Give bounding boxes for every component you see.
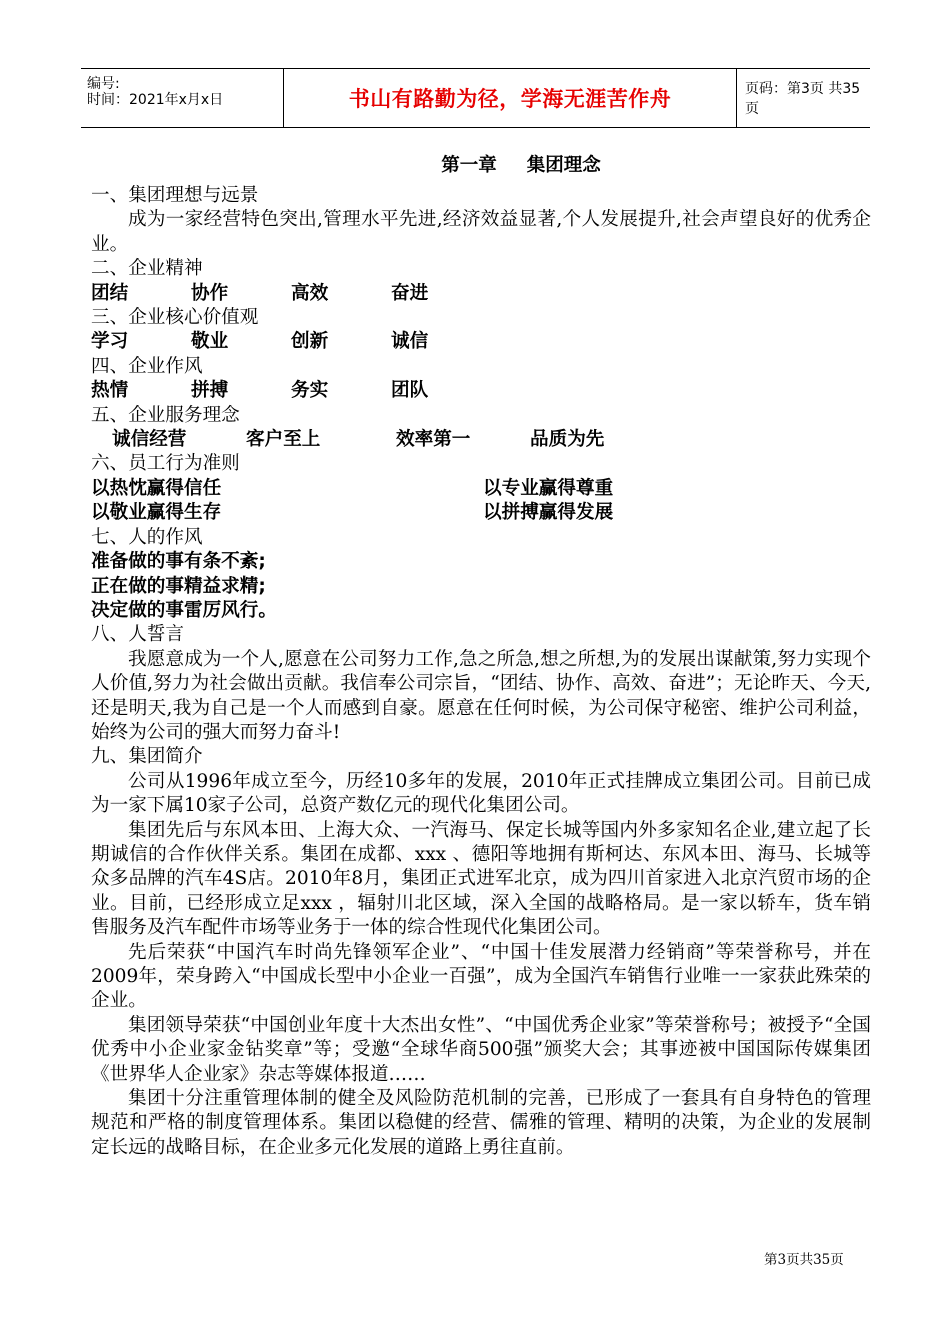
conduct-item: 以拼搏赢得发展 bbox=[483, 502, 614, 524]
document-body bbox=[91, 152, 871, 1160]
conduct-item: 以专业赢得尊重 bbox=[483, 477, 614, 499]
style-item: 务实 bbox=[291, 380, 329, 402]
spirit-item: 奋进 bbox=[391, 282, 429, 304]
header-page-label: 页码：第3页 共35页 bbox=[745, 81, 861, 117]
intro-paragraph: 集团十分注重管理体制的健全及风险防范机制的完善，已形成了一套具有自身特色的管理规范和严格的制度管理体系。集团以稳健的经营、儒雅的管理、精明的决策，为企业的发展制定长远的战略目标，在企业多元化发展的道路上勇往直前。 bbox=[91, 1088, 871, 1158]
work-style-item: 正在做的事精益求精; bbox=[91, 575, 266, 597]
number-label: 编号: bbox=[87, 76, 120, 92]
section-heading-4: 四、企业作风 bbox=[91, 355, 203, 377]
values-row bbox=[91, 330, 871, 354]
service-row bbox=[91, 428, 871, 452]
header-motto-cell bbox=[283, 69, 737, 127]
header-meta bbox=[81, 69, 283, 127]
value-item: 创新 bbox=[291, 331, 329, 353]
value-item: 学习 bbox=[91, 331, 129, 353]
section-heading-5: 五、企业服务理念 bbox=[91, 404, 240, 426]
date-label: 时间：2021年x月x日 bbox=[87, 92, 224, 108]
intro-paragraph: 公司从1996年成立至今，历经10多年的发展，2010年正式挂牌成立集团公司。目前已成为一家下属10家子公司，总资产数亿元的现代化集团公司。 bbox=[91, 770, 871, 817]
intro-paragraph: 先后荣获“中国汽车时尚先锋领军企业”、“中国十佳发展潜力经销商”等荣誉称号，并在2009年，荣身跨入“中国成长型中小企业一百强”，成为全国汽车销售行业唯一一家获此殊荣的企业。 bbox=[91, 941, 871, 1012]
section-heading-1: 一、集团理想与远景 bbox=[91, 185, 259, 206]
intro-paragraph: 集团先后与东风本田、上海大众、一汽海马、保定长城等国内外多家知名企业,建立起了长期诚信的合作伙伴关系。集团在成都、xxx 、德阳等地拥有斯柯达、东风本田、海马、长城等众多品牌的汽车4S店。2010年8月，集团正式进军北京，成为四川首家进入北京汽贸市场的企业。目前，已经形成立足xxx ，辐射川北区域，深入全国的战略格局。是一家以轿车，货车销售服务及汽车配件市场等业务于一体的综合性现代化集团公司。 bbox=[91, 819, 871, 939]
style-item: 热情 bbox=[91, 380, 129, 402]
service-item: 客户至上 bbox=[246, 429, 321, 451]
section-heading-2: 二、企业精神 bbox=[91, 258, 203, 280]
conduct-row-1 bbox=[91, 477, 871, 501]
value-item: 敬业 bbox=[191, 331, 229, 353]
section-heading-6: 六、员工行为准则 bbox=[91, 453, 240, 475]
conduct-item: 以敬业赢得生存 bbox=[91, 502, 222, 524]
intro-paragraph: 集团领导荣获“中国创业年度十大杰出女性”、“中国优秀企业家”等荣誉称号；被授予“全国优秀中小企业家金钻奖章”等；受邀“全球华商500强”颁奖大会；其事迹被中国国际传媒集团《世界华人企业家》杂志等媒体报道…… bbox=[91, 1014, 871, 1085]
service-item: 诚信经营 bbox=[112, 429, 187, 451]
page-footer: 第3页共35页 bbox=[764, 1252, 844, 1268]
chapter-name: 集团理念 bbox=[526, 155, 601, 176]
work-style-item: 决定做的事雷厉风行。 bbox=[91, 599, 277, 621]
page-header bbox=[81, 68, 870, 128]
header-motto: 书山有路勤为径，学海无涯苦作舟 bbox=[348, 87, 672, 111]
service-item: 品质为先 bbox=[530, 429, 605, 451]
vision-text: 成为一家经营特色突出,管理水平先进,经济效益显著,个人发展提升,社会声望良好的优秀企业。 bbox=[91, 209, 871, 255]
style-row bbox=[91, 379, 871, 403]
spirit-item: 协作 bbox=[191, 282, 229, 304]
value-item: 诚信 bbox=[391, 331, 429, 353]
work-style-item: 准备做的事有条不紊; bbox=[91, 551, 266, 573]
section-heading-7: 七、人的作风 bbox=[91, 526, 203, 548]
style-item: 团队 bbox=[391, 380, 429, 402]
style-item: 拼搏 bbox=[191, 380, 229, 402]
conduct-row-2 bbox=[91, 501, 871, 525]
spirit-row bbox=[91, 282, 871, 306]
section-heading-9: 九、集团简介 bbox=[91, 746, 203, 768]
spirit-item: 高效 bbox=[291, 282, 329, 304]
oath-text: 我愿意成为一个人,愿意在公司努力工作,急之所急,想之所想,为的发展出谋献策,努力实现个人价值,努力为社会做出贡献。我信奉公司宗旨，“团结、协作、高效、奋进”；无论昨天、今天,还是明天,我为自己是一个人而感到自豪。愿意在任何时候，为公司保守秘密、维护公司利益，始终为公司的强大而努力奋斗! bbox=[91, 648, 871, 743]
section-heading-8: 八、人誓言 bbox=[91, 624, 184, 646]
chapter-title bbox=[91, 152, 871, 184]
service-item: 效率第一 bbox=[396, 429, 471, 451]
section-heading-3: 三、企业核心价值观 bbox=[91, 307, 259, 329]
spirit-item: 团结 bbox=[91, 282, 129, 304]
conduct-item: 以热忱赢得信任 bbox=[91, 477, 222, 499]
chapter-number: 第一章 bbox=[441, 155, 497, 176]
